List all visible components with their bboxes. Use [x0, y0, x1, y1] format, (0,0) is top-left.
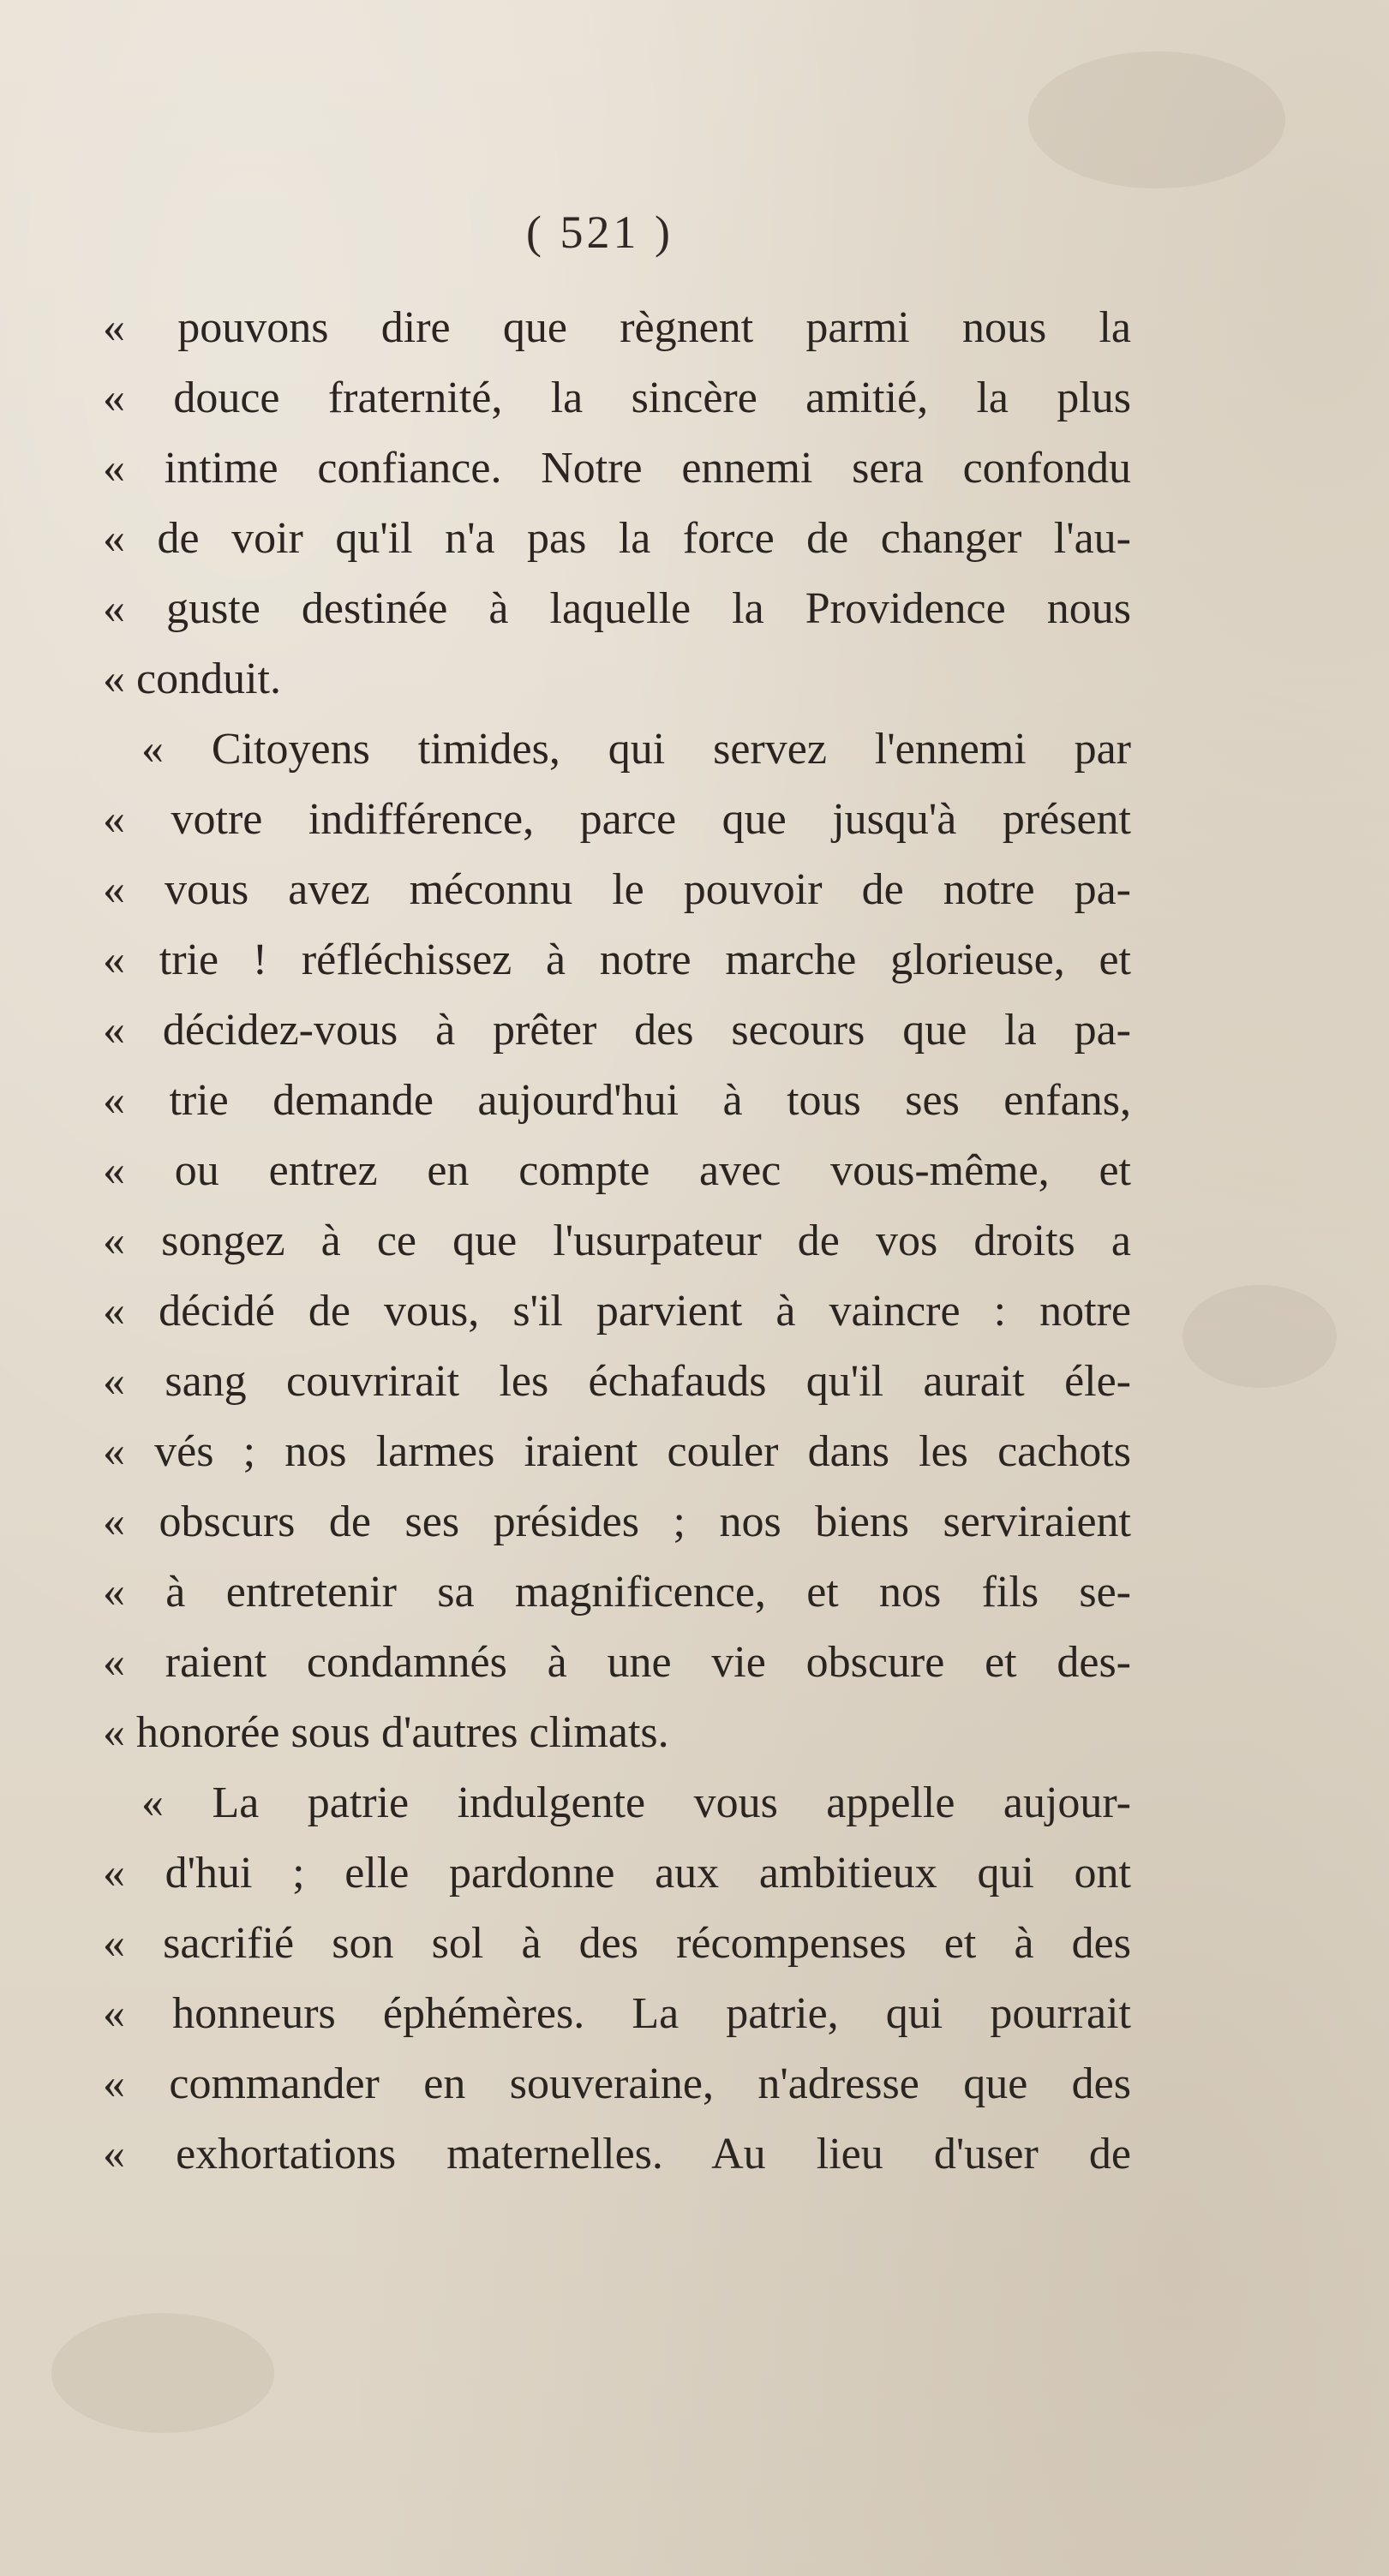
paper-stain [51, 2313, 274, 2433]
text-line: « raient condamnés à une vie obscure et des- [103, 1638, 1131, 1687]
text-line: « intime confiance. Notre ennemi sera confondu [103, 444, 1131, 493]
text-line: « honneurs éphémères. La patrie, qui pourrait [103, 1989, 1131, 2038]
text-line: « commander en souveraine, n'adresse que des [103, 2059, 1131, 2108]
text-line: « douce fraternité, la sincère amitié, la plus [103, 374, 1131, 422]
paper-stain [1028, 51, 1285, 188]
text-line: « vés ; nos larmes iraient couler dans les cachots [103, 1427, 1131, 1476]
text-line: « de voir qu'il n'a pas la force de changer l'au- [103, 514, 1131, 563]
paper-stain [1182, 1285, 1337, 1388]
text-line: « Citoyens timides, qui servez l'ennemi par [141, 725, 1131, 774]
text-line: « conduit. [103, 654, 281, 703]
text-line: « décidé de vous, s'il parvient à vaincre : notre [103, 1287, 1131, 1336]
text-line: « obscurs de ses présides ; nos biens serviraient [103, 1497, 1131, 1546]
text-line: « votre indifférence, parce que jusqu'à présent [103, 795, 1131, 844]
text-line: « ou entrez en compte avec vous-même, et [103, 1146, 1131, 1195]
text-line: « honorée sous d'autres climats. [103, 1708, 669, 1757]
text-line: « à entretenir sa magnificence, et nos fils se- [103, 1568, 1131, 1617]
text-line: « La patrie indulgente vous appelle aujour- [141, 1778, 1131, 1827]
text-line: « trie ! réfléchissez à notre marche glorieuse, et [103, 935, 1131, 984]
text-line: « pouvons dire que règnent parmi nous la [103, 303, 1131, 352]
text-line: « songez à ce que l'usurpateur de vos droits a [103, 1216, 1131, 1265]
text-line: « d'hui ; elle pardonne aux ambitieux qui ont [103, 1849, 1131, 1898]
text-line: « décidez-vous à prêter des secours que la pa- [103, 1006, 1131, 1055]
text-line: « vous avez méconnu le pouvoir de notre pa- [103, 865, 1131, 914]
page-number: ( 521 ) [526, 206, 674, 258]
text-line: « sang couvrirait les échafauds qu'il aurait éle- [103, 1357, 1131, 1406]
text-line: « sacrifié son sol à des récompenses et à des [103, 1919, 1131, 1968]
text-line: « trie demande aujourd'hui à tous ses enfans, [103, 1076, 1131, 1125]
text-line: « guste destinée à laquelle la Providence nous [103, 584, 1131, 633]
text-line: « exhortations maternelles. Au lieu d'user de [103, 2130, 1131, 2179]
